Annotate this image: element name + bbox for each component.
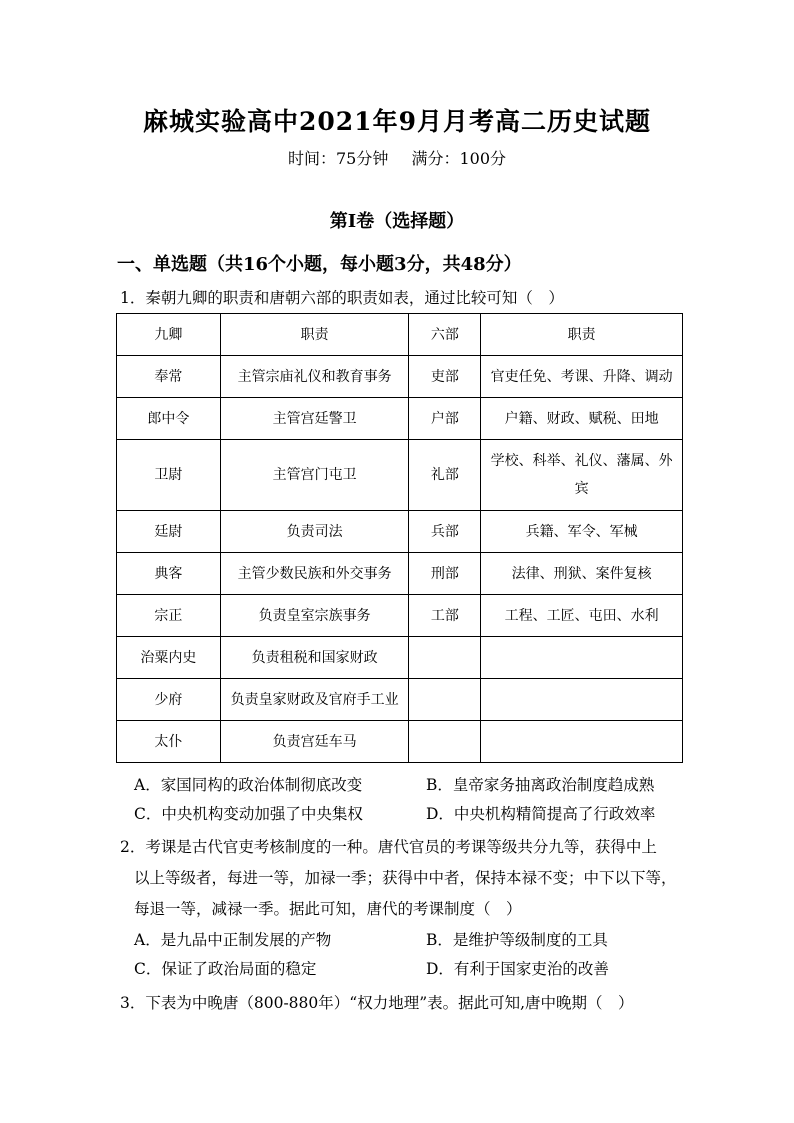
table-cell: 主管少数民族和外交事务 — [220, 553, 409, 595]
table-cell: 郎中令 — [117, 398, 221, 440]
table-row — [117, 595, 683, 637]
table-cell: 宗正 — [117, 595, 221, 637]
option-b[interactable]: B．是维护等级制度的工具 — [426, 931, 608, 949]
table-cell — [481, 679, 683, 721]
question-2-line: 每退一等，减禄一季。据此可知，唐代的考课制度（ ） — [134, 900, 522, 918]
table-row — [117, 679, 683, 721]
table-row — [117, 440, 683, 511]
option-a[interactable]: A．是九品中正制发展的产物 — [134, 931, 332, 949]
question-1-options — [134, 771, 694, 829]
table-row — [117, 637, 683, 679]
table-cell: 负责租税和国家财政 — [220, 637, 409, 679]
table-cell: 刑部 — [409, 553, 481, 595]
table-cell: 治粟内史 — [117, 637, 221, 679]
table-cell — [409, 721, 481, 763]
table-cell: 主管宫廷警卫 — [220, 398, 409, 440]
table-cell: 负责皇室宗族事务 — [220, 595, 409, 637]
option-d[interactable]: D．有利于国家吏治的改善 — [426, 960, 609, 978]
question-2-options — [134, 926, 694, 984]
table-cell: 学校、科举、礼仪、藩属、外宾 — [481, 440, 683, 511]
table-row — [117, 398, 683, 440]
table-cell: 法律、刑狱、案件复核 — [481, 553, 683, 595]
question-2-line: 2．考课是古代官吏考核制度的一种。唐代官员的考课等级共分九等，获得中上 — [120, 838, 657, 856]
table-row — [117, 356, 683, 398]
question-3-stem: 3．下表为中晚唐（800-880年）“权力地理”表。据此可知,唐中晚期（ ） — [120, 994, 634, 1012]
table-row — [117, 553, 683, 595]
exam-subtitle — [0, 146, 794, 169]
table-cell: 工程、工匠、屯田、水利 — [481, 595, 683, 637]
table-row — [117, 511, 683, 553]
table-cell: 主管宫门屯卫 — [220, 440, 409, 511]
option-d[interactable]: D．中央机构精简提高了行政效率 — [426, 805, 656, 823]
table-cell: 廷尉 — [117, 511, 221, 553]
table-cell — [481, 721, 683, 763]
table-cell — [409, 637, 481, 679]
question-2-line: 以上等级者，每进一等，加禄一季；获得中中者，保持本禄不变；中下以下等， — [134, 869, 677, 887]
table-cell: 工部 — [409, 595, 481, 637]
table-cell: 典客 — [117, 553, 221, 595]
exam-title: 麻城实验高中2021年9月月考高二历史试题 — [143, 107, 651, 136]
option-c[interactable]: C．保证了政治局面的稳定 — [134, 960, 317, 978]
table-cell: 奉常 — [117, 356, 221, 398]
table-cell — [409, 679, 481, 721]
exam-time: 时间：75分钟 — [287, 149, 389, 168]
question-1-stem: 1．秦朝九卿的职责和唐朝六部的职责如表，通过比较可知（ ） — [120, 289, 564, 307]
section-title: 一、单选题（共16个小题，每小题3分，共48分） — [117, 254, 522, 275]
table-header-cell: 职责 — [481, 314, 683, 356]
table-cell: 兵部 — [409, 511, 481, 553]
table-cell: 卫尉 — [117, 440, 221, 511]
table-cell: 兵籍、军令、军械 — [481, 511, 683, 553]
table-header-cell: 职责 — [220, 314, 409, 356]
table-cell: 负责宫廷车马 — [220, 721, 409, 763]
table-cell: 户部 — [409, 398, 481, 440]
table-header-cell: 九卿 — [117, 314, 221, 356]
option-a[interactable]: A．家国同构的政治体制彻底改变 — [134, 776, 363, 794]
table-cell: 负责皇家财政及官府手工业 — [220, 679, 409, 721]
table-cell: 主管宗庙礼仪和教育事务 — [220, 356, 409, 398]
table-cell: 吏部 — [409, 356, 481, 398]
table-header-row — [117, 314, 683, 356]
table-cell: 太仆 — [117, 721, 221, 763]
table-cell: 少府 — [117, 679, 221, 721]
table-header-cell: 六部 — [409, 314, 481, 356]
question-1-table — [116, 313, 683, 763]
table-cell — [481, 637, 683, 679]
question-2-stem — [120, 832, 690, 925]
exam-score: 满分：100分 — [411, 149, 506, 168]
part-title: 第Ⅰ卷（选择题） — [329, 211, 465, 232]
table-cell: 礼部 — [409, 440, 481, 511]
option-b[interactable]: B．皇帝家务抽离政治制度趋成熟 — [426, 776, 655, 794]
table-row — [117, 721, 683, 763]
table-cell: 官吏任免、考课、升降、调动 — [481, 356, 683, 398]
table-cell: 户籍、财政、赋税、田地 — [481, 398, 683, 440]
option-c[interactable]: C．中央机构变动加强了中央集权 — [134, 805, 363, 823]
table-cell: 负责司法 — [220, 511, 409, 553]
